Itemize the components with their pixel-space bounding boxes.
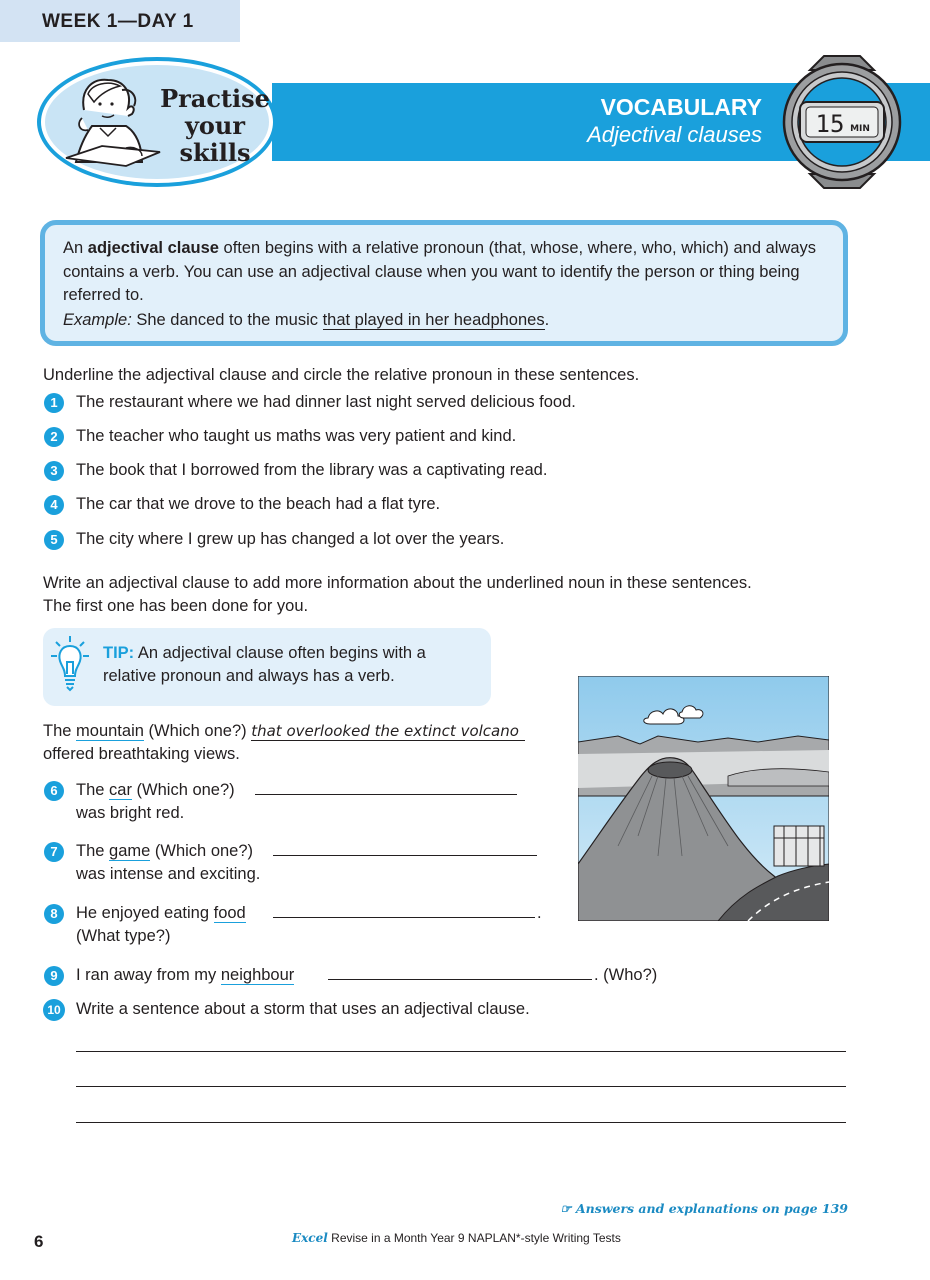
question-7-line1 (76, 840, 253, 863)
question-number-10: 10 (43, 999, 65, 1021)
q8-noun: food (213, 904, 246, 922)
q6-pre: The (76, 781, 110, 799)
q10-answer-line-1[interactable] (76, 1050, 846, 1052)
stopwatch-icon (772, 52, 912, 192)
definition-text (63, 237, 833, 308)
part1-instruction: Underline the adjectival clause and circle the relative pronoun in these sentences. (43, 366, 640, 384)
q6-question: (Which one?) (131, 781, 235, 799)
q9-noun: neighbour (220, 966, 295, 984)
question-6-line2: was bright red. (76, 804, 185, 822)
example-noun: mountain (76, 722, 144, 740)
example-pre: She danced to the music (131, 311, 323, 329)
definition-pre: An (63, 239, 88, 257)
brand-name: Excel (292, 1231, 328, 1245)
question-3-text: The book that I borrowed from the library was a captivating read. (76, 461, 548, 479)
tip-label: TIP: (103, 644, 135, 662)
question-number-1: 1 (44, 393, 64, 413)
pointing-hand-icon: ☞ (560, 1201, 576, 1216)
question-9-line1 (76, 964, 294, 987)
q6-noun: car (109, 781, 132, 799)
question-7-line2: was intense and exciting. (76, 865, 261, 883)
answers-reference[interactable] (560, 1201, 848, 1216)
example-pre-text: The (43, 722, 77, 740)
tip-text1: An adjectival clause often begins with a (134, 644, 426, 662)
worked-example-line1 (43, 720, 525, 743)
q8-answer-line[interactable] (273, 916, 535, 918)
question-number-6: 6 (44, 781, 64, 801)
answers-text: Answers and explanations on page 139 (575, 1201, 848, 1216)
example-label: Example: (63, 311, 132, 329)
q9-answer-line[interactable] (328, 978, 592, 980)
practise-skills-label (160, 85, 270, 166)
q10-answer-line-2[interactable] (76, 1085, 846, 1087)
worked-example-line2: offered breathtaking views. (43, 745, 240, 763)
page-number: 6 (34, 1232, 44, 1251)
skills-word: skills (179, 138, 251, 167)
q8-pre: He enjoyed eating (76, 904, 214, 922)
example-question: (Which one?) (143, 722, 252, 740)
timer-value: 15 (815, 110, 845, 138)
week-day-tab (0, 0, 240, 42)
lightbulb-icon (50, 634, 90, 692)
book-title-text: Revise in a Month Year 9 NAPLAN*-style Writing Tests (327, 1231, 621, 1245)
question-number-2: 2 (44, 427, 64, 447)
question-6-line1 (76, 779, 235, 802)
tip-line1 (103, 642, 426, 665)
question-2-text: The teacher who taught us maths was very patient and kind. (76, 427, 517, 445)
q8-end: . (537, 904, 542, 922)
q7-pre: The (76, 842, 110, 860)
example-answer: that overlooked the extinct volcano (251, 722, 525, 741)
question-5-text: The city where I grew up has changed a lot over the years. (76, 530, 505, 548)
section-subtitle: Adjectival clauses (587, 122, 762, 147)
q7-noun: game (109, 842, 151, 860)
book-title (292, 1231, 621, 1245)
example-post: . (544, 311, 550, 329)
part2-instruction-line1: Write an adjectival clause to add more information about the underlined noun in these sentences. (43, 574, 752, 592)
question-8-line2: (What type?) (76, 927, 171, 945)
your-word: your (184, 111, 246, 140)
question-10-text: Write a sentence about a storm that uses an adjectival clause. (76, 1000, 530, 1018)
definition-post: often begins with a relative pronoun (that, whose, where, who, which) and always contains a verb. You can use an adjectival clause when you want to identify the person or thing being referred to. (63, 239, 817, 304)
question-number-7: 7 (44, 842, 64, 862)
question-number-5: 5 (44, 530, 64, 550)
section-title: VOCABULARY (600, 94, 762, 120)
q6-answer-line[interactable] (255, 793, 517, 795)
q9-end: . (Who?) (594, 966, 658, 984)
example-underlined: that played in her headphones (322, 311, 545, 329)
definition-term: adjectival clause (87, 239, 219, 257)
tip-line2: relative pronoun and always has a verb. (103, 667, 395, 685)
part2-instruction-line2: The first one has been done for you. (43, 597, 309, 615)
volcano-illustration (578, 676, 829, 921)
question-number-4: 4 (44, 495, 64, 515)
definition-example (63, 311, 549, 330)
week-day-label: WEEK 1—DAY 1 (42, 11, 194, 32)
definition-box (40, 220, 848, 346)
question-number-8: 8 (44, 904, 64, 924)
question-8-line1 (76, 902, 246, 925)
practise-word: Practise (160, 84, 270, 113)
q7-answer-line[interactable] (273, 854, 537, 856)
student-illustration (62, 70, 172, 170)
timer-unit: MIN (850, 124, 870, 134)
question-number-3: 3 (44, 461, 64, 481)
question-4-text: The car that we drove to the beach had a flat tyre. (76, 495, 441, 513)
question-1-text: The restaurant where we had dinner last night served delicious food. (76, 393, 576, 411)
q9-pre: I ran away from my (76, 966, 221, 984)
q7-question: (Which one?) (150, 842, 254, 860)
q10-answer-line-3[interactable] (76, 1121, 846, 1123)
question-number-9: 9 (44, 966, 64, 986)
